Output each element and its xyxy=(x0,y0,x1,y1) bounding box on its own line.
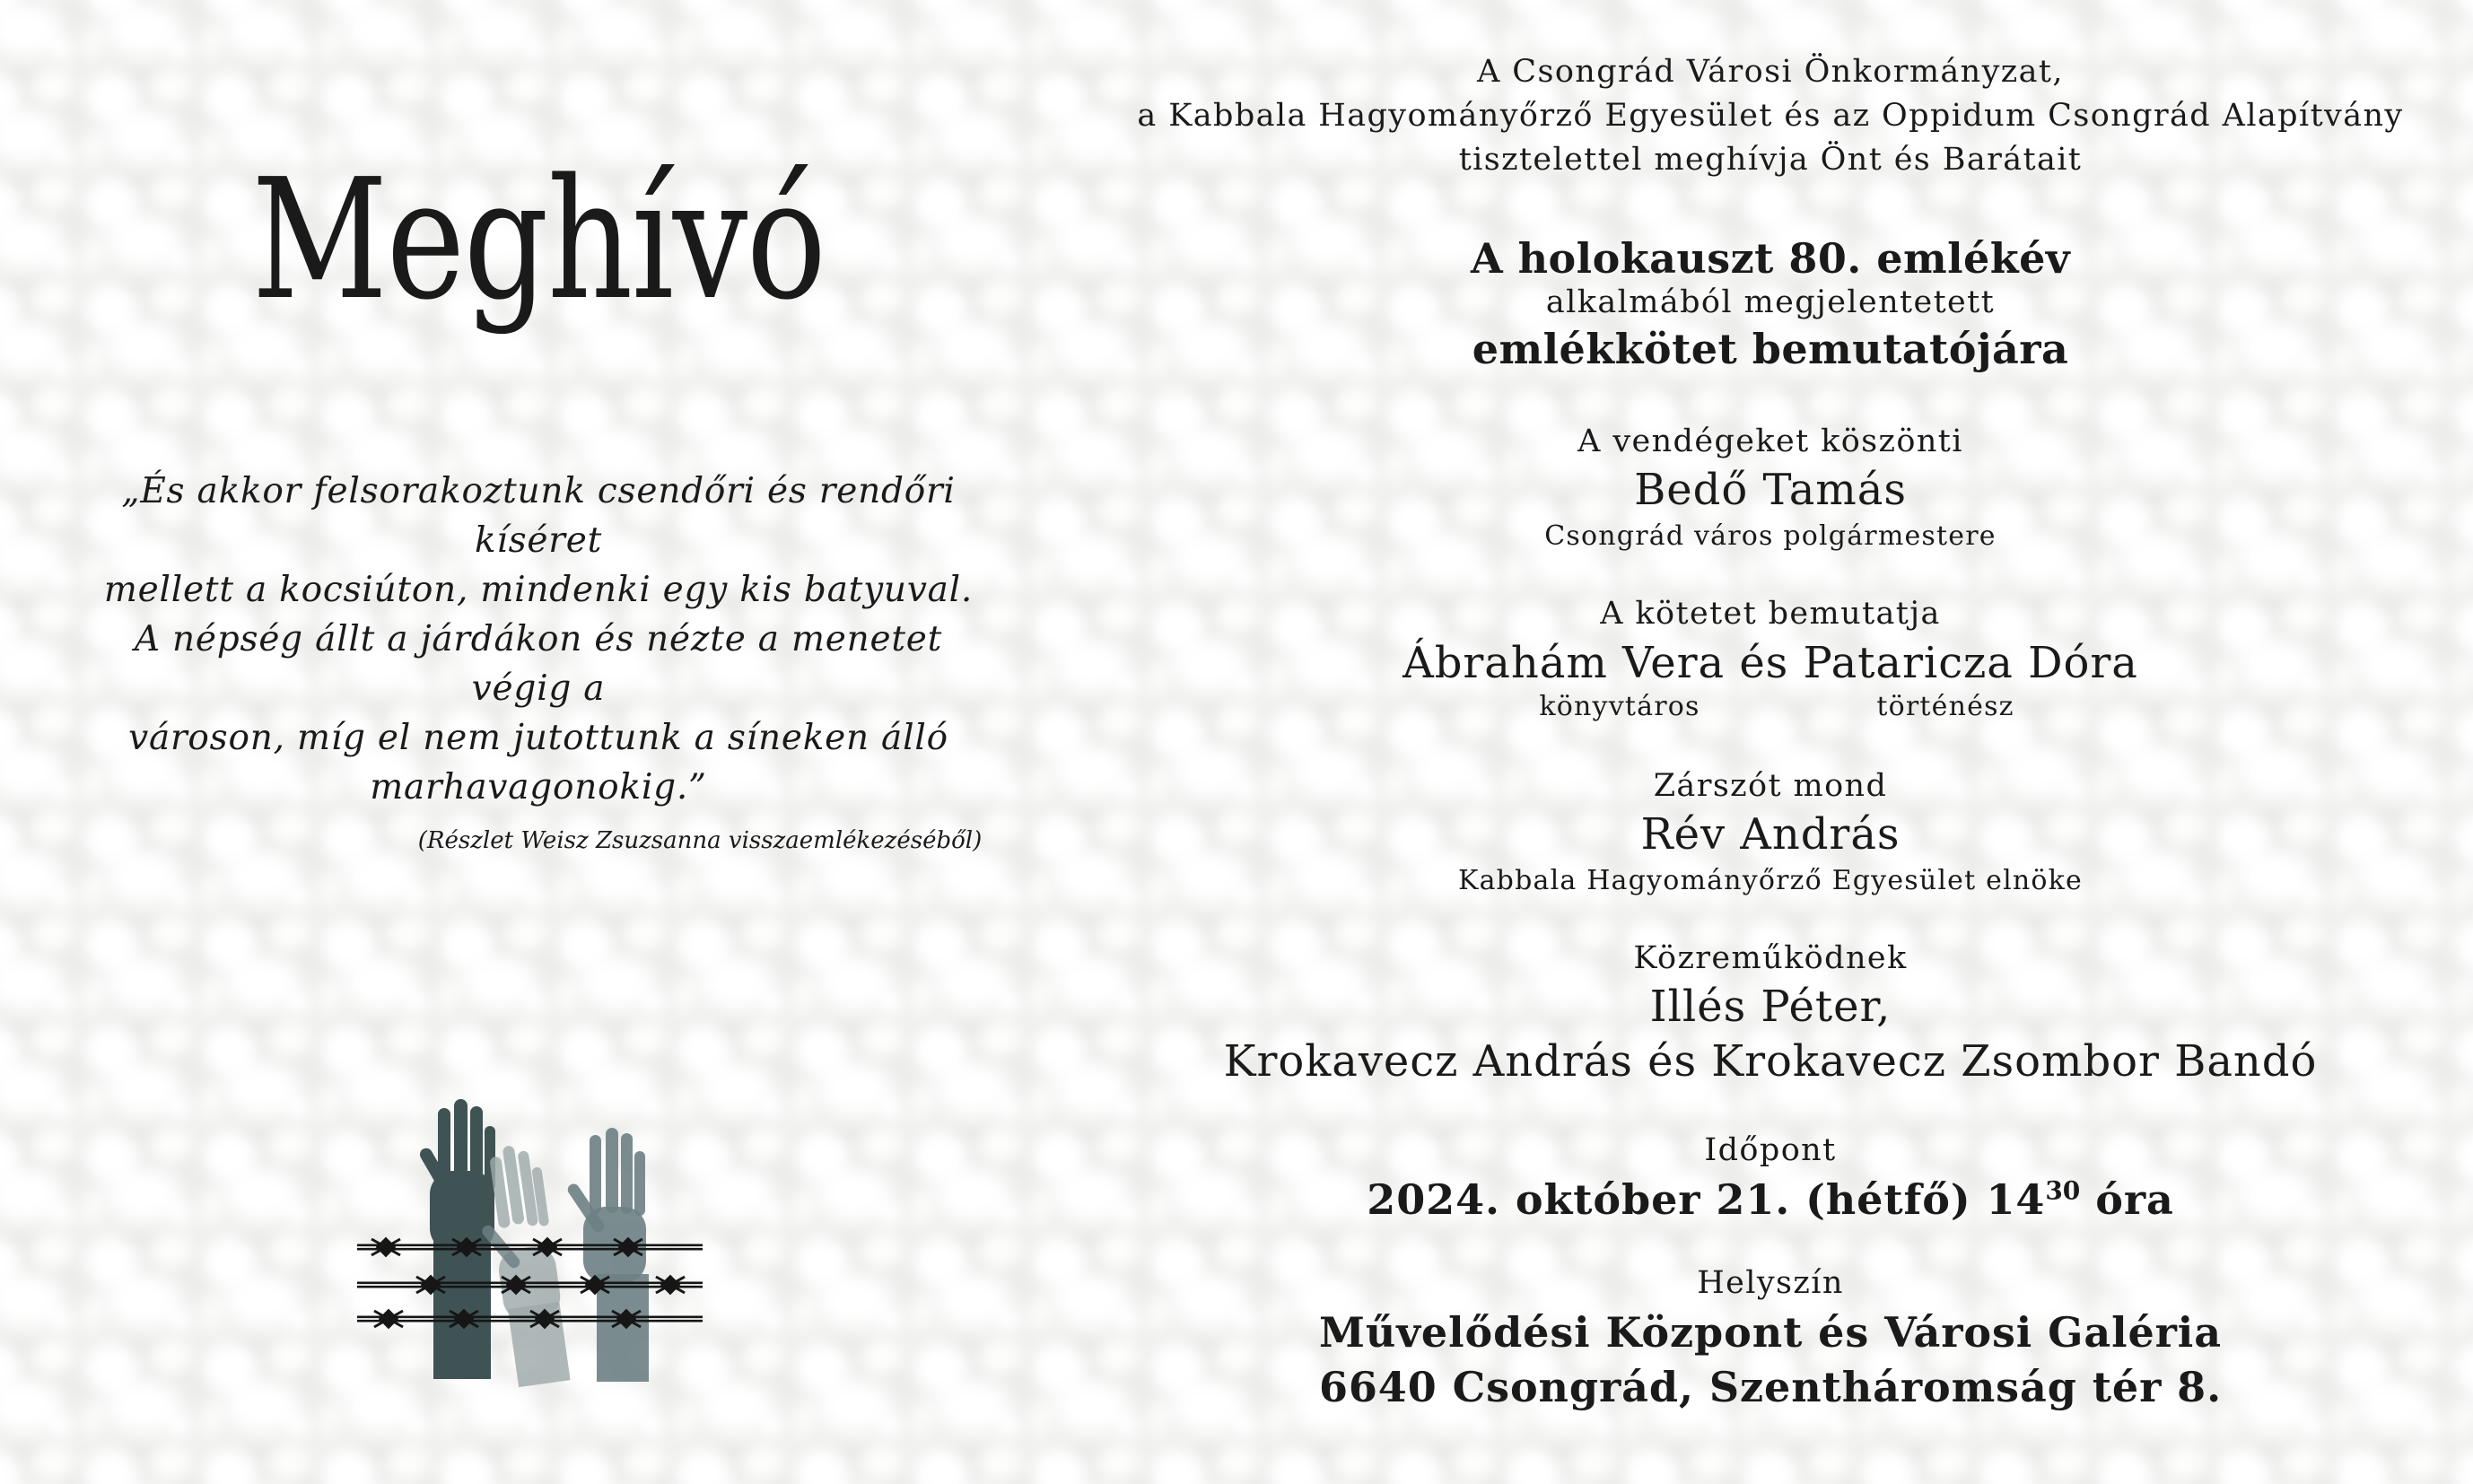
hands-barbed-wire-svg xyxy=(354,1099,704,1431)
host-line: tisztelettel meghívja Önt és Barátait xyxy=(1458,142,2083,178)
person-name: Bedő Tamás xyxy=(1634,465,1907,515)
person-name: Krokavecz András és Krokavecz Zsombor Bandó xyxy=(1223,1036,2318,1087)
section-schedule xyxy=(1068,1129,2473,1227)
section-label: A kötetet bemutatja xyxy=(1600,596,1941,632)
quote-line: marhavagonokig.” xyxy=(370,767,707,807)
quote-line: „És akkor felsorakoztunk csendőri és rendőri kíséret xyxy=(121,471,956,561)
quote-line: városon, míg el nem jutottunk a síneken álló xyxy=(128,718,948,758)
person-role: történész xyxy=(1876,691,2014,722)
event-title-line: A holokauszt 80. emlékév xyxy=(1470,234,2071,283)
memoir-quote xyxy=(85,467,992,812)
section-contributors xyxy=(1068,937,2473,1089)
event-title-line: emlékkötet bemutatójára xyxy=(1472,325,2069,373)
section-presentation xyxy=(1068,592,2473,730)
quote-line: mellett a kocsiúton, mindenki egy kis batyuval. xyxy=(103,570,974,610)
person-roles xyxy=(1068,691,2473,730)
date-text: 2024. október 21. (hétfő) 14 xyxy=(1367,1175,2046,1224)
date-minutes-superscript: 30 xyxy=(2045,1175,2081,1206)
section-venue xyxy=(1068,1261,2473,1414)
quote-line: A népség állt a járdákon és nézte a menetet végig a xyxy=(134,619,943,709)
section-label: Időpont xyxy=(1704,1132,1837,1168)
host-line: a Kabbala Hagyományőrző Egyesület és az Oppidum Csongrád Alapítvány xyxy=(1137,98,2404,134)
host-line: A Csongrád Városi Önkormányzat, xyxy=(1477,54,2064,90)
right-hand-silhouette xyxy=(565,1128,649,1382)
quote-attribution: (Részlet Weisz Zsuzsanna visszaemlékezéséből) xyxy=(417,827,983,854)
hands-barbed-wire-illustration xyxy=(354,1099,704,1431)
venue-address: 6640 Csongrád, Szentháromság tér 8. xyxy=(1318,1363,2223,1411)
page-title: Meghívó xyxy=(251,143,826,336)
section-closing xyxy=(1068,764,2473,901)
left-column xyxy=(85,0,992,1484)
section-greeting xyxy=(1068,420,2473,556)
person-name: Ábrahám Vera és Pataricza Dóra xyxy=(1403,638,2138,688)
venue-name: Művelődési Központ és Városi Galéria xyxy=(1319,1308,2222,1357)
left-hand-silhouette xyxy=(417,1099,495,1379)
date-suffix: óra xyxy=(2080,1175,2174,1224)
host-intro xyxy=(1068,50,2473,182)
section-label: Közreműködnek xyxy=(1633,940,1908,976)
section-label: Zárszót mond xyxy=(1653,768,1888,804)
person-name: Illés Péter, xyxy=(1649,982,1892,1032)
right-column xyxy=(1068,0,2473,1484)
event-title xyxy=(1068,235,2473,375)
event-title-line: alkalmából megjelentetett xyxy=(1545,284,1996,320)
person-role: Kabbala Hagyományőrző Egyesület elnöke xyxy=(1457,865,2083,896)
section-label: Helyszín xyxy=(1697,1265,1844,1301)
section-label: A vendégeket köszönti xyxy=(1577,423,1963,459)
event-datetime xyxy=(1068,1172,2473,1227)
person-role: Csongrád város polgármestere xyxy=(1544,520,1997,552)
person-name: Rév András xyxy=(1640,809,1901,860)
person-role: könyvtáros xyxy=(1539,691,1700,722)
